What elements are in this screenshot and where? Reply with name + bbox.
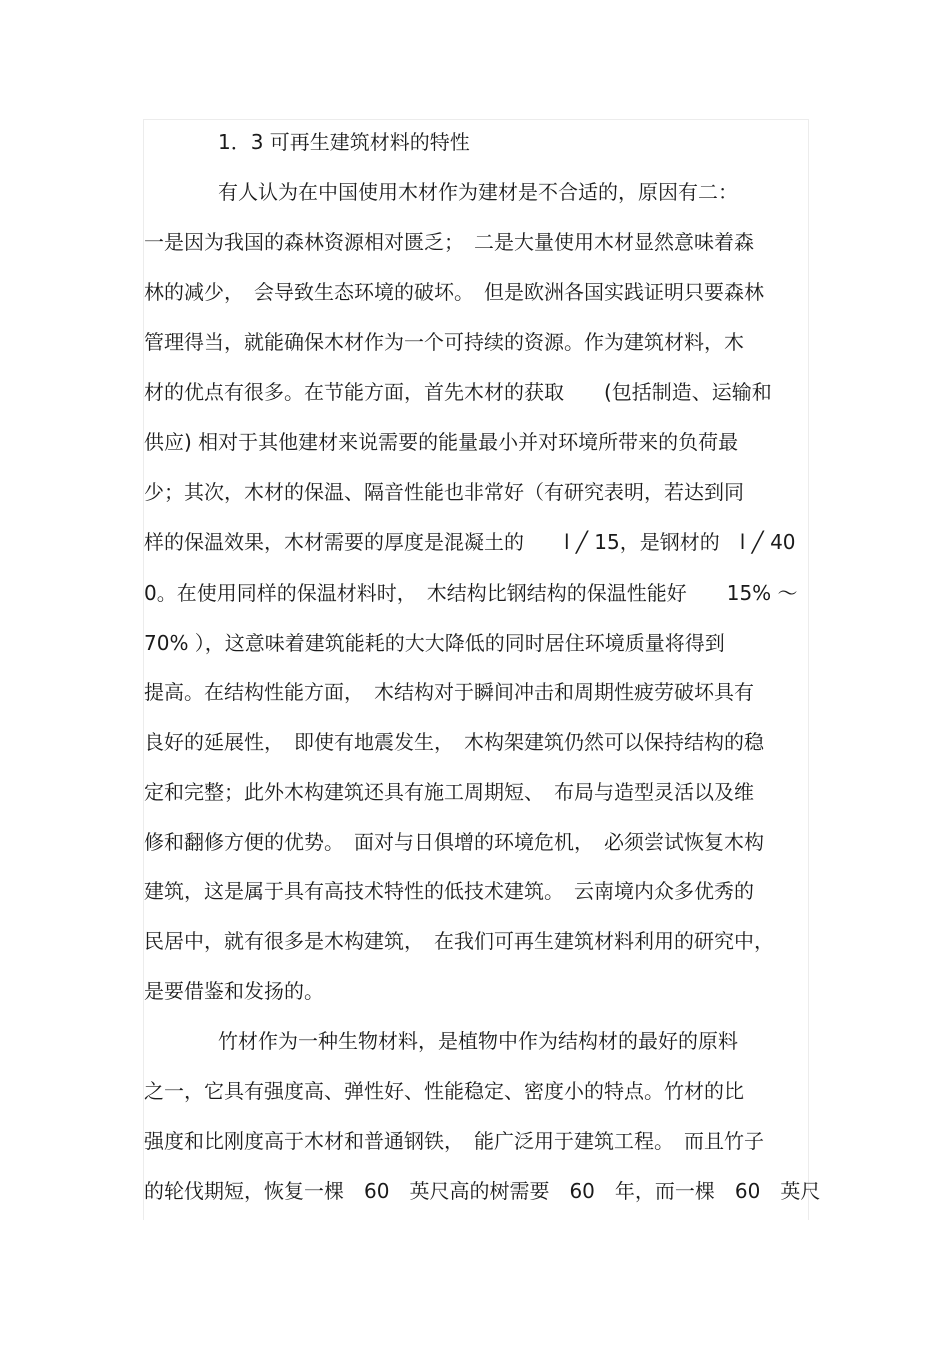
paragraph-line: 良好的延展性， 即使有地震发生， 木构架建筑仍然可以保持结构的稳 [144,730,764,754]
paragraph-line: 建筑，这是属于具有高技术特性的低技术建筑。 云南境内众多优秀的 [144,879,754,903]
paragraph-line: 一是因为我国的森林资源相对匮乏； 二是大量使用木材显然意味着森 [144,230,754,254]
paragraph-line: 民居中，就有很多是木构建筑， 在我们可再生建筑材料利用的研究中， [144,929,774,953]
paragraph-line: 0。在使用同样的保温材料时， 木结构比钢结构的保温性能好 15% ～ [144,581,798,605]
paragraph-line: 的轮伐期短，恢复一棵 60 英尺高的树需要 60 年，而一棵 60 英尺 [144,1179,821,1203]
paragraph-line: 样的保温效果，木材需要的厚度是混凝土的 l ╱ 15，是钢材的 l ╱ 40 [144,530,796,554]
section-heading: 1．3 可再生建筑材料的特性 [218,130,470,154]
paragraph-line: 竹材作为一种生物材料，是植物中作为结构材的最好的原料 [218,1029,738,1053]
paragraph-line: 供应) 相对于其他建材来说需要的能量最小并对环境所带来的负荷最 [144,430,739,454]
paragraph-line: 是要借鉴和发扬的。 [144,979,324,1003]
paragraph-line: 强度和比刚度高于木材和普通钢铁， 能广泛用于建筑工程。 而且竹子 [144,1129,764,1153]
paragraph-line: 修和翻修方便的优势。 面对与日俱增的环境危机， 必须尝试恢复木构 [144,830,764,854]
paragraph-line: 有人认为在中国使用木材作为建材是不合适的，原因有二： [218,180,738,204]
paragraph-line: 70% ），这意味着建筑能耗的大大降低的同时居住环境质量将得到 [144,631,725,655]
paragraph-line: 管理得当，就能确保木材作为一个可持续的资源。作为建筑材料，木 [144,330,744,354]
paragraph-line: 之一，它具有强度高、弹性好、性能稳定、密度小的特点。竹材的比 [144,1079,744,1103]
paragraph-line: 材的优点有很多。在节能方面，首先木材的获取 (包括制造、运输和 [144,380,772,404]
paragraph-line: 林的减少， 会导致生态环境的破坏。 但是欧洲各国实践证明只要森林 [144,280,764,304]
paragraph-line: 提高。在结构性能方面， 木结构对于瞬间冲击和周期性疲劳破坏具有 [144,680,754,704]
paragraph-line: 少；其次，木材的保温、隔音性能也非常好（有研究表明，若达到同 [144,480,744,504]
paragraph-line: 定和完整；此外木构建筑还具有施工周期短、 布局与造型灵活以及维 [144,780,754,804]
